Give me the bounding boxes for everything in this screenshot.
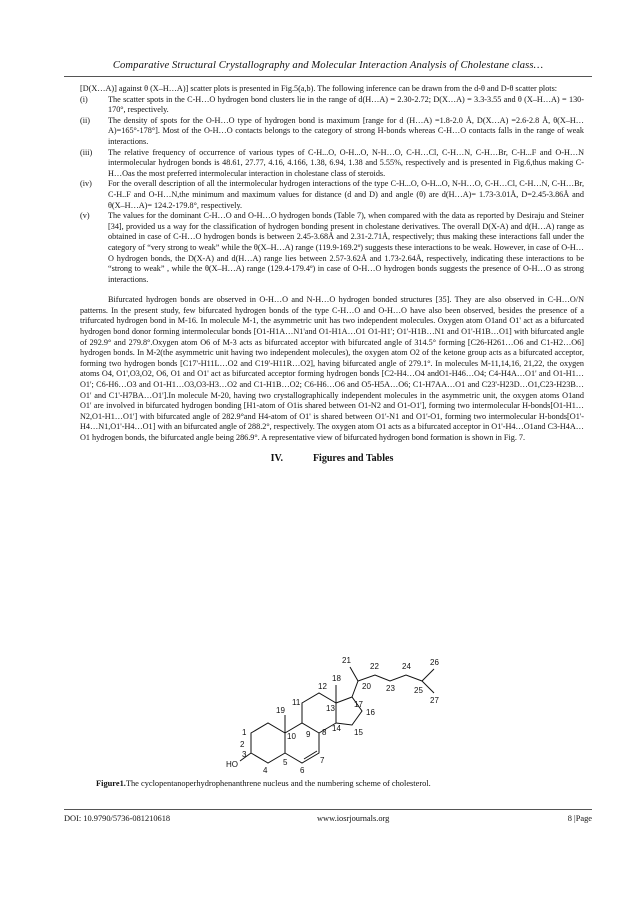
body-text	[80, 84, 584, 464]
footer-rule	[64, 809, 592, 810]
list-item-text: The relative frequency of occurrence of various types of C-H...O, O-H...O, N-H…O, C-H…Cl, C-H…N, C-H…Br, C-H...F and O-H…N intermolecular hydrogen bonds is 48.61, 27.77, 4.16, 4.166, 1.38, 6.94, 1.38 and 5.55%, respectively and is presented in Fig.6,thus making C-H…Oas the most preferred intermolecular interaction in cholestane class of steroids.	[108, 147, 584, 178]
list-marker: (ii)	[80, 115, 91, 125]
section-title: Figures and Tables	[312, 452, 394, 464]
inference-list	[80, 95, 584, 286]
list-item	[80, 116, 584, 148]
list-item-text: For the overall description of all the intermolecular hydrogen interactions of the type C-H...O, O-H...O, N-H…O, C-H…Cl, C-H…N, C-H…Br, C-H..F and O-H…N,the minimum and maximum values for distance (d and D) and angle (θ) are d(H…A)= 1.73-3.01Å, D=2.45-3.86Å and θ(X–H…A)= 124.2-179.8°, respectively.	[108, 179, 584, 210]
atom-label: 12	[318, 682, 327, 691]
atom-label: 8	[322, 728, 327, 737]
section-heading	[80, 454, 584, 465]
list-item	[80, 95, 584, 116]
list-marker: (v)	[80, 211, 90, 221]
atom-label: 1	[242, 728, 247, 737]
atom-label: 9	[306, 730, 311, 739]
list-marker: (iii)	[80, 147, 93, 157]
atom-label: 15	[354, 728, 363, 737]
cholesterol-structure-figure	[220, 635, 440, 795]
footer-doi: DOI: 10.9790/5736-081210618	[64, 814, 171, 823]
header-rule	[64, 76, 592, 77]
atom-label: 3	[242, 750, 247, 759]
atom-label: 24	[402, 662, 411, 671]
running-header: Comparative Structural Crystallography and Molecular Interaction Analysis of Cholestane class…	[112, 60, 544, 71]
atom-label: 25	[414, 686, 423, 695]
footer-website: www.iosrjournals.org	[317, 814, 390, 823]
atom-label: 10	[287, 732, 296, 741]
atom-label: 18	[332, 674, 341, 683]
list-item-text: The density of spots for the O-H…O type of hydrogen bond is maximum [range for d (H…A) =1.8-2.0 Å, D(X…A) =2.6-2.8 Å, θ(X–H…A)=165°-178°]. Most of the O-H…O contacts belongs to the category of strong H-bonds whereas C-H…O contacts falls in the range of weak interactions.	[108, 115, 584, 146]
atom-label: 16	[366, 708, 375, 717]
atom-label: 20	[362, 682, 371, 691]
list-item-text: The scatter spots in the C-H…O hydrogen bond clusters lie in the range of d(H…A) = 2.30-2.72; D(X…A) = 3.3-3.55 and θ (X–H…A) = 130-170°, respectively.	[108, 94, 584, 115]
atom-label: 11	[292, 698, 301, 707]
atom-label: 14	[332, 724, 341, 733]
footer-page-number: 8 |Page	[567, 814, 592, 823]
atom-label: 23	[386, 684, 395, 693]
atom-label: 19	[276, 706, 285, 715]
list-item	[80, 148, 584, 180]
list-marker: (iv)	[80, 179, 92, 189]
atom-label: 22	[370, 662, 379, 671]
bifurcated-paragraph: Bifurcated hydrogen bonds are observed in O-H…O and N-H…O hydrogen bonded structures [35]. They are also observed in C-H…O/N patterns. In the present study, few bifurcated hydrogen bonds of the type C-H…O and O-H…O have also been observed, besides the presence of a trifurcated hydrogen bond in M-16. In molecule M-1, the asymmetric unit has two independent molecules. Oxygen atom O1and O1' act as a bifurcated hydrogen bond donor forming intermolecular bonds [O1-H1A…N1'and O1-H1A…O1 O1-H1'; O1'-H1B…N1 and O1'-H1B…O1] with bifurcated angle of 292.9° and 279.8°.Oxygen atom O6 of M-3 acts as bifurcated acceptor with bifurcated angle of 314.5° forming [C26-H261…O6 and C1-H2…O6] hydrogen bonds. In M-2(the asymmetric unit having two independent molecules), the oxygen atom O2 of the ketone group acts as a bifurcated acceptor, forming two hydrogen bonds [C17'-H11L…O2 and C19'-H11R…O2], having bifurcated angle of 279.1°. In molecules M-11,14,16, 21,22, the oxygen atoms O4, O1',O3,O2, O6, O1 and O1' act as bifurcated acceptor forming hydrogen bonds [C2-H4…O4 andO1-H46…O4; C4-H4A…O1' and O1-H1…O1'; C6-H6…O3 and O1-H1…O3,O3-H3…O2 and C1-H1B…O2; C6-H6…O6 and O5-H5A…O6; C1-H7AA…O1 and C23'-H23D…O1,C23-H23B…O1' and C1'-H7BA…O1'].In molecule M-20, having two crystallographically independent molecules in the asymmetric unit, the oxygen atoms O1and O1' are involved in bifurcated hydrogen bonding [H1-atom of O1is shared between O1-N2 and O1-O1'], forming two intermolecular H-bonds[O1-H1…N2,O1-H1…O1'] with bifurcated angle of 282.9°and H4-atom of O1' is shared between O1'-N1 and O1'-O1, forming two intermolecular H-bonds[O1'-H4…N1,O1'-H4…O1] with an bifurcated angle of 288.2°, respectively. The oxygen atom O1 acts as a bifurcated acceptor in O1'-H4…O1and C3-H4A…O1 hydrogen bonds, the bifurcated angle being 286.9°. A representative view of bifurcated hydrogen bond formation is shown in Fig. 7.	[80, 295, 584, 442]
caption-text: The cyclopentanoperhydrophenanthrene nucleus and the numbering scheme of cholesterol.	[125, 779, 431, 788]
list-item	[80, 211, 584, 285]
atom-label: 26	[430, 658, 439, 667]
atom-label: 4	[263, 766, 268, 775]
cholesterol-skeleton-diagram	[220, 635, 440, 795]
section-number: IV.	[270, 452, 283, 464]
atom-label: 13	[326, 704, 335, 713]
list-marker: (i)	[80, 94, 88, 104]
atom-label: 27	[430, 696, 439, 705]
atom-label: 2	[240, 740, 245, 749]
atom-label: 21	[342, 656, 351, 665]
atom-label: 5	[283, 758, 288, 767]
atom-label: 6	[300, 766, 305, 775]
caption-label: Figure1.	[96, 779, 126, 788]
atom-label: 17	[354, 700, 363, 709]
hydroxyl-label: HO	[226, 760, 238, 769]
list-item	[80, 179, 584, 211]
figure-caption	[96, 779, 576, 788]
list-item-text: The values for the dominant C-H…O and O-H…O hydrogen bonds (Table 7), when compared with the data as reported by Desiraju and Steiner [34], provided us a way for the classification of hydrogen bonding present in cholestane derivatives. The overall D(X-A) and d(H…A) range as obtained in case of C-H…O hydrogen bonds is between 2.45-3.68Å and 2.31-2.71Å, respectively; thus making these interactions fall under the category of “very strong to weak” while the θ(X–H…A) range (119.9-169.2º) suggests these interactions to be weak. However, in case of O-H…O hydrogen bonds, the D(X-A) and d(H…A) range lies between 2.57-3.62Å and 1.73-2.64Å, respectively, indicating these interactions to be “strong to weak” , while the θ(X–H…A) range (129.4-179.4º) in case of O-H…O hydrogen bonds suggests the presence of O-H…O as strong interactions.	[108, 211, 584, 284]
atom-label: 7	[320, 756, 325, 765]
intro-paragraph: [D(X…A)] against θ (X–H…A)] scatter plots is presented in Fig.5(a,b). The following inference can be drawn from the d-θ and D-θ scatter plots:	[80, 84, 558, 93]
